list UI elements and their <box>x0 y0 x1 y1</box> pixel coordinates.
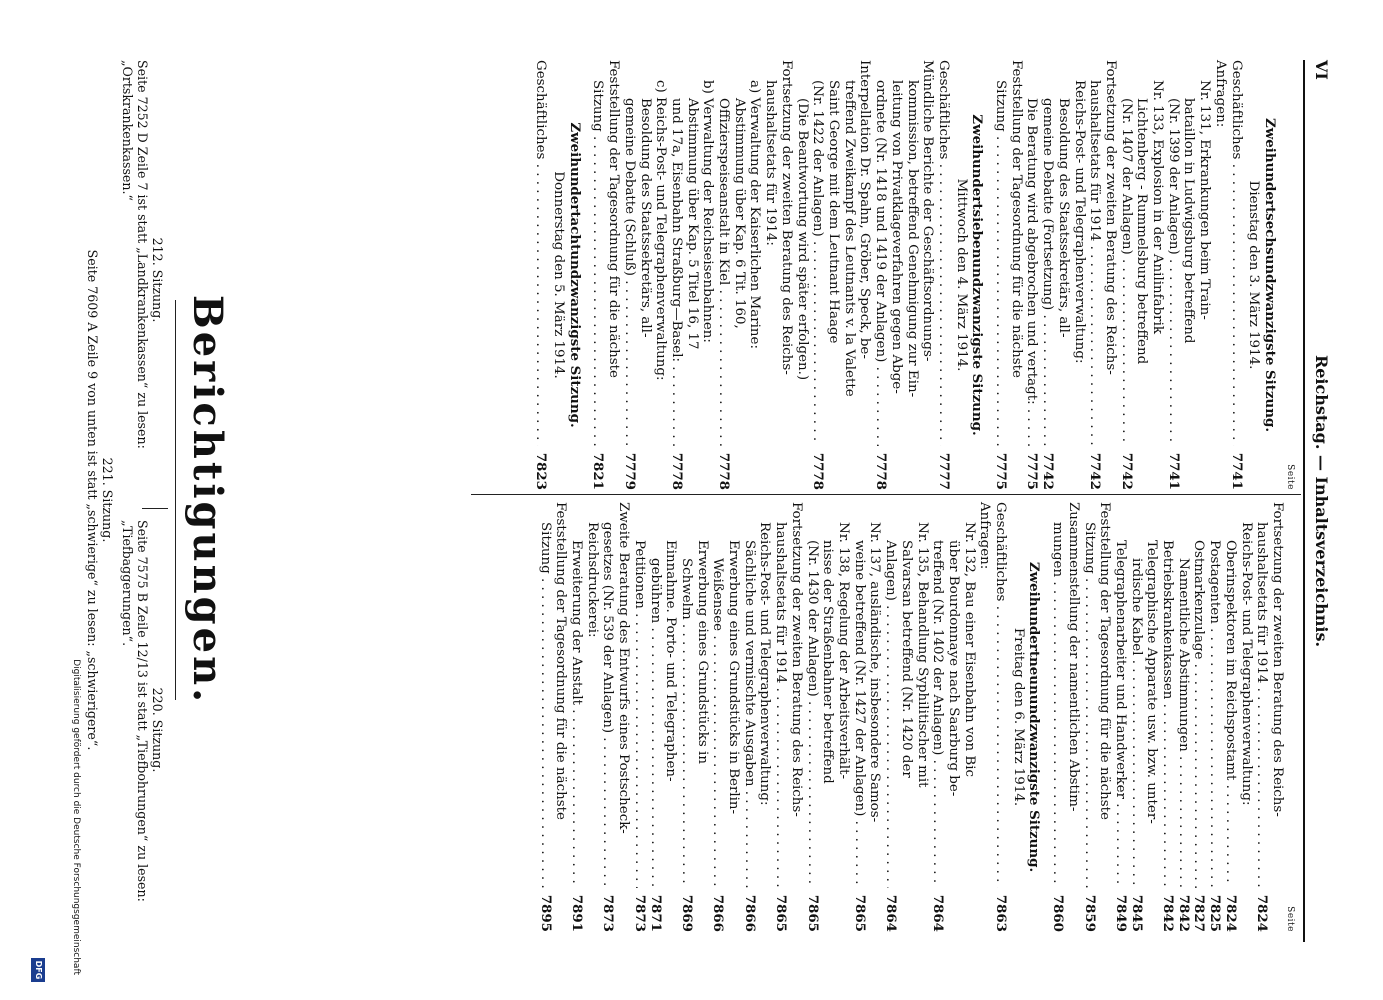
running-header <box>1309 60 1331 942</box>
toc-entry-text: Telegraphische Apparate usw. bzw. unter- <box>1144 540 1160 824</box>
toc-entry-text: Interpellation Dr. Spahn, Gröber, Speck, be- <box>857 60 873 359</box>
toc-page-number: 7842 <box>1160 894 1177 932</box>
toc-page-number: 7866 <box>741 894 758 932</box>
toc-page-number: 7891 <box>569 894 586 932</box>
correction-line: „Ortskrankenkassen.“ <box>120 60 135 201</box>
toc-entry-text: Saint George mit dem Leutnant Haage <box>826 80 842 344</box>
toc-entry-text: Erwerbung eines Grundstücks in Berlin- <box>726 540 742 815</box>
toc-entry <box>810 60 873 490</box>
toc-entry-text: Nr. 133, Explosion in der Anilinfabrik <box>1150 80 1166 334</box>
toc-entry-text: gemeine Debatte (Schluß) . . . <box>621 98 637 446</box>
toc-entry-text: leitung von Privatklageverfahren gegen Abge- <box>888 80 904 394</box>
toc-entry <box>584 502 600 932</box>
toc-page-number: 7863 <box>993 894 1010 932</box>
running-title: Reichstag. — Inhaltsverzeichnis. <box>1312 354 1331 648</box>
toc-entry <box>1228 60 1244 490</box>
toc-entry-text: Mündliche Berichte der Geschäftsordnungs- <box>920 60 936 362</box>
toc-page-number: 7849 <box>1112 894 1129 932</box>
toc-entry-text: Einnahme. Porto- und Telegraphen- <box>663 540 679 782</box>
toc-entry-text: und 17a, Eisenbahn Straßburg—Basel: . . . <box>668 98 684 446</box>
toc-entry-text: Lichtenberg - Rummelsburg betreffend <box>1134 98 1150 365</box>
toc-entry <box>1206 502 1222 932</box>
toc-entry <box>773 502 804 932</box>
toc-page-number: 7825 <box>1207 894 1224 932</box>
toc-entry-text: Fortsetzung der zweiten Beratung des Reichs- <box>1102 60 1118 375</box>
toc-page-number: 7864 <box>930 894 947 932</box>
toc-entry <box>1112 502 1128 932</box>
toc-entry <box>533 60 549 490</box>
toc-entry-text: Geschäftliches . . . <box>935 60 951 446</box>
berichtigungen-rule <box>175 300 176 700</box>
session-heading: Zweihundertsechsundzwanzigste Sitzung. <box>1262 117 1278 433</box>
toc-entry-text: Reichs-Post- und Telegraphenverwaltung: <box>757 522 773 806</box>
toc-entry-text: Betriebskrankenkassen . . . <box>1159 540 1175 888</box>
toc-entry-text: treffend (Nr. 1402 der Anlagen) . . . <box>930 540 946 888</box>
toc-entry-text: Erwerbung eines Grundstücks in <box>694 540 710 764</box>
toc-entry-text: Nr. 138, Regelung der Arbeitsverhält- <box>836 522 852 780</box>
correction-line: Seite 7252 D Zeile 7 ist statt „Landkrankenkassen“ zu lesen: <box>135 60 150 449</box>
session-entries <box>590 60 951 490</box>
toc-entry-text: gemeine Debatte (Fortsetzung) . . . <box>1039 98 1055 446</box>
toc-entry-text: (Nr. 1430 der Anlagen) . . . <box>804 540 820 888</box>
toc-page-number: 7778 <box>810 452 827 490</box>
seite-label: Seite <box>1285 906 1295 932</box>
correction-line: Seite 7575 B Zeile 12/13 ist statt „Tiefbohrungen“ zu lesen: <box>135 520 150 902</box>
toc-entry-text: Reichsdruckerei: <box>584 522 600 638</box>
toc-page-number: 7864 <box>883 894 900 932</box>
toc-page-number: 7777 <box>935 452 952 490</box>
toc-entry-text: c) Reichs-Post- und Telegraphenverwaltung: <box>653 80 669 381</box>
left-column <box>533 60 1295 490</box>
toc-entry-text: Sächliche und vermischte Ausgaben . . . <box>741 540 757 888</box>
toc-entry <box>668 60 715 490</box>
toc-entry-text: irdische Kabel . . . <box>1128 558 1144 888</box>
toc-entry-text: Feststellung der Tagesordnung für die nächste <box>1097 502 1113 820</box>
header-rule <box>1303 60 1305 942</box>
toc-entry-text: gebühren . . . <box>647 558 663 888</box>
toc-entry-text: Feststellung der Tagesordnung für die nächste <box>606 60 622 378</box>
toc-entry <box>1254 502 1285 932</box>
dfg-logo: DFG <box>31 958 45 982</box>
toc-entry-text: Postagenten . . . <box>1206 540 1222 888</box>
toc-entry-text: Petitionen . . . <box>631 540 647 888</box>
toc-page-number: 7778 <box>668 452 685 490</box>
toc-entry <box>1238 502 1254 932</box>
toc-page-number: 7742 <box>1040 452 1057 490</box>
toc-entry-text: haushaltsetats für 1914 . . . <box>1254 522 1270 888</box>
toc-entry <box>600 502 631 932</box>
session-heading: Zweihundertneunundzwanzigste Sitzung. <box>1026 561 1043 873</box>
session-date: Mittwoch den 4. März 1914. <box>953 178 969 372</box>
toc-entry <box>1039 60 1086 490</box>
toc-page-number: 7865 <box>804 894 821 932</box>
toc-entry <box>1024 60 1040 490</box>
toc-entry-text: Offizierspeiseanstalt in Kiel . . . <box>715 98 731 446</box>
toc-entry-text: Anfragen: <box>977 502 993 570</box>
digitization-credit: Digitalisierung gefördert durch die Deutsche Forschungsgemeinschaft <box>71 659 81 975</box>
toc-entry <box>631 502 647 932</box>
toc-page-number: 7778 <box>873 452 890 490</box>
toc-entry-text: b) Verwaltung der Reichseisenbahnen: <box>700 80 716 343</box>
correction-line: 221. Sitzung. <box>100 457 115 543</box>
right-continued-entries <box>1049 502 1285 932</box>
toc-entry-text: (Nr. 1407 der Anlagen) . . . <box>1118 98 1134 446</box>
toc-entry-text: haushaltsetats für 1914 . . . <box>1087 80 1103 446</box>
toc-entry-text: Sitzung . . . <box>537 522 553 888</box>
correction-line: 220. Sitzung. <box>150 687 165 773</box>
toc-entry <box>621 60 668 490</box>
toc-page-number: 7860 <box>1050 894 1067 932</box>
toc-page-number: 7827 <box>1191 894 1208 932</box>
toc-entry <box>741 502 757 932</box>
toc-entry-text: Nr. 135, Behandlung Syphilitischer mit <box>914 522 930 788</box>
toc-entry-text: Weißensee . . . <box>710 558 726 888</box>
session-entries <box>992 60 1243 490</box>
toc-entry-text: über Bourdonnaye nach Saarburg be- <box>945 540 961 797</box>
toc-entry-text: Die Beratung wird abgebrochen und vertagt: . . . <box>1024 98 1040 446</box>
toc-page-number: 7742 <box>1118 452 1135 490</box>
toc-entry-text: Besoldung des Staatssekretärs, all- <box>637 98 653 338</box>
toc-entry <box>872 60 935 490</box>
toc-page-number: 7866 <box>710 894 727 932</box>
toc-entry-text: Anfragen: <box>1212 60 1228 128</box>
toc-entry-text: haushaltsetats für 1914: <box>763 80 779 246</box>
toc-entry-text: Besoldung des Staatssekretärs, all- <box>1055 98 1071 338</box>
toc-page-number: 7869 <box>678 894 695 932</box>
berichtigungen-divider <box>142 508 168 509</box>
toc-page-number: 7859 <box>1081 894 1098 932</box>
toc-entry-text: Fortsetzung der zweiten Beratung des Reichs- <box>778 60 794 375</box>
toc-page-number: 7824 <box>1222 894 1239 932</box>
toc-entry <box>794 60 810 490</box>
toc-page-number: 7821 <box>590 452 607 490</box>
toc-entry <box>1165 60 1212 490</box>
toc-entry <box>647 502 678 932</box>
toc-page-number: 7842 <box>1175 894 1192 932</box>
session-date: Dienstag den 3. März 1914. <box>1246 180 1262 370</box>
toc-entry-text: (Nr. 1399 der Anlagen) . . . <box>1165 98 1181 446</box>
seite-label: Seite <box>1285 464 1295 490</box>
toc-entry-text: (Nr. 1422 der Anlagen) . . . <box>810 80 826 446</box>
correction-line: Seite 7609 A Zeile 9 von unten ist statt „schwierige“ zu lesen: „schwierigere“. <box>85 249 100 751</box>
toc-entry-text: Sitzung . . . <box>590 80 606 446</box>
toc-entry-text: Sitzung . . . <box>992 80 1008 446</box>
toc-page-number: 7865 <box>773 894 790 932</box>
toc-entry-text: Salvarsan betreffend (Nr. 1420 der <box>898 540 914 778</box>
toc-page-number: 7741 <box>1165 452 1182 490</box>
toc-entry <box>882 502 929 932</box>
session-date: Donnerstag den 5. März 1914. <box>551 171 567 379</box>
toc-entry-text: mungen . . . <box>1049 522 1065 888</box>
toc-entry <box>930 502 977 932</box>
toc-entry-text: weine betreffend (Nr. 1427 der Anlagen) . . . <box>851 540 867 888</box>
column-divider <box>471 494 1301 495</box>
toc-entry <box>1128 502 1159 932</box>
toc-page-number: 7873 <box>600 894 617 932</box>
right-column <box>537 502 1295 932</box>
toc-entry <box>1159 502 1175 932</box>
toc-entry-text: a) Verwaltung der Kaiserlichen Marine: <box>747 80 763 349</box>
toc-entry <box>1081 502 1112 932</box>
toc-entry-text: Geschäftliches . . . <box>1228 60 1244 446</box>
toc-page-number: 7775 <box>1024 452 1041 490</box>
session-heading: Zweihundertsiebenundzwanzigste Sitzung. <box>969 114 986 436</box>
toc-page-number: 7873 <box>631 894 648 932</box>
toc-page-number: 7865 <box>851 894 868 932</box>
toc-entry <box>1212 60 1228 490</box>
toc-entry-text: Reichs-Post- und Telegraphenverwaltung: <box>1238 522 1254 806</box>
toc-entry-text: Telegraphenarbeiter und Handwerker . . . <box>1112 540 1128 888</box>
toc-entry-text: Feststellung der Tagesordnung für die nächste <box>1008 60 1024 378</box>
toc-entry-text: Sitzung . . . <box>1081 522 1097 888</box>
toc-entry-text: Zusammenstellung der namentlichen Abstim- <box>1065 502 1081 812</box>
berichtigungen-right <box>120 520 165 940</box>
toc-entry <box>1222 502 1238 932</box>
toc-entry-text: Zweite Beratung des Entwurfs eines Postscheck- <box>616 502 632 834</box>
toc-entry <box>763 60 794 490</box>
toc-entry-text: Erweiterung der Anstalt . . . <box>568 540 584 888</box>
session-entries <box>533 60 549 490</box>
toc-entry <box>1118 60 1165 490</box>
toc-entry-text: haushaltsetats für 1914 . . . <box>773 522 789 888</box>
toc-entry <box>977 502 993 932</box>
toc-page-number: 7871 <box>647 894 664 932</box>
session-heading: Zweihundertachtundzwanzigste Sitzung. <box>566 122 583 428</box>
toc-page-number: 7824 <box>1254 894 1271 932</box>
toc-entry-text: gesetzes (Nr. 539 der Anlagen) . . . <box>600 522 616 888</box>
toc-entry-text: Ostmarkenzulage . . . <box>1191 540 1207 888</box>
toc-entry <box>715 60 762 490</box>
toc-page-number: 7778 <box>716 452 733 490</box>
toc-entry-text: Nr. 131, Erkrankungen beim Train- <box>1197 80 1213 320</box>
left-sessions <box>533 60 1277 490</box>
toc-entry <box>590 60 621 490</box>
toc-entry <box>757 502 773 932</box>
toc-entry <box>678 502 709 932</box>
berichtigungen-title: Berichtigungen. <box>184 294 231 706</box>
toc-entry-text: nisse der Straßenbahner betreffend <box>820 540 836 784</box>
toc-entry-text: treffend Zweikampf des Leutnants v. la Valette <box>841 80 857 397</box>
toc-entry <box>992 502 1008 932</box>
toc-entry-text: Abstimmung über Kap. 6 Tit. 160, <box>731 98 747 329</box>
toc-entry-text: Fortsetzung der zweiten Beratung des Reichs- <box>1270 502 1285 817</box>
toc-entry <box>710 502 741 932</box>
toc-entry-text: Fortsetzung der zweiten Beratung des Reichs- <box>788 502 804 817</box>
toc-entry <box>935 60 951 490</box>
toc-entry <box>1087 60 1118 490</box>
toc-entry-text: Abstimmung über Kap. 5 Titel 16, 17 <box>684 98 700 350</box>
page-number: VI <box>1312 60 1331 80</box>
berichtigungen-bottom <box>85 60 115 940</box>
correction-line: 212. Sitzung. <box>150 237 165 323</box>
toc-entry-text: Geschäftliches . . . <box>992 502 1008 888</box>
toc-entry-text: bataillon in Ludwigsburg betreffend <box>1181 98 1197 344</box>
toc-page-number: 7775 <box>993 452 1010 490</box>
toc-entry-text: Reichs-Post- und Telegraphenverwaltung: <box>1071 80 1087 364</box>
right-session-entries <box>537 502 1008 932</box>
session-date: Freitag den 6. März 1914. <box>1010 627 1026 807</box>
toc-entry-text: Nr. 137, ausländische, insbesondere Samos- <box>867 522 883 823</box>
toc-page-number: 7895 <box>537 894 554 932</box>
toc-entry-text: Anlagen) . . . <box>882 540 898 888</box>
toc-page-number: 7779 <box>621 452 638 490</box>
toc-entry-text: kommission, betreffend Genehmigung zur Ein- <box>904 80 920 398</box>
toc-entry <box>1049 502 1080 932</box>
toc-page-number: 7845 <box>1128 894 1145 932</box>
toc-entry-text: Geschäftliches . . . <box>533 60 549 446</box>
toc-entry <box>537 502 568 932</box>
toc-page-number: 7741 <box>1228 452 1245 490</box>
toc-entry-text: Namentliche Abstimmungen . . . <box>1175 558 1191 888</box>
toc-entry <box>568 502 584 932</box>
toc-page-number: 7823 <box>533 452 550 490</box>
toc-entry-text: Schwelm . . . <box>678 558 694 888</box>
toc-entry <box>1175 502 1191 932</box>
toc-page-number: 7742 <box>1087 452 1104 490</box>
toc-entry <box>851 502 882 932</box>
berichtigungen-left <box>120 60 165 500</box>
toc-entry-text: Feststellung der Tagesordnung für die nächste <box>553 502 569 820</box>
correction-line: „Tiefbaggerungen“. <box>120 520 135 647</box>
toc-entry-text: Nr. 132, Bau einer Eisenbahn von Bic <box>961 522 977 778</box>
toc-entry-text: ordnete (Nr. 1418 und 1419 der Anlagen) . . . <box>872 80 888 446</box>
toc-entry <box>1191 502 1207 932</box>
toc-entry-text: Oberinspektoren im Reichspostamt . . . <box>1222 540 1238 888</box>
toc-entry-text: (Die Beantwortung wird später erfolgen.) <box>794 98 810 381</box>
toc-entry <box>804 502 851 932</box>
toc-entry <box>992 60 1023 490</box>
